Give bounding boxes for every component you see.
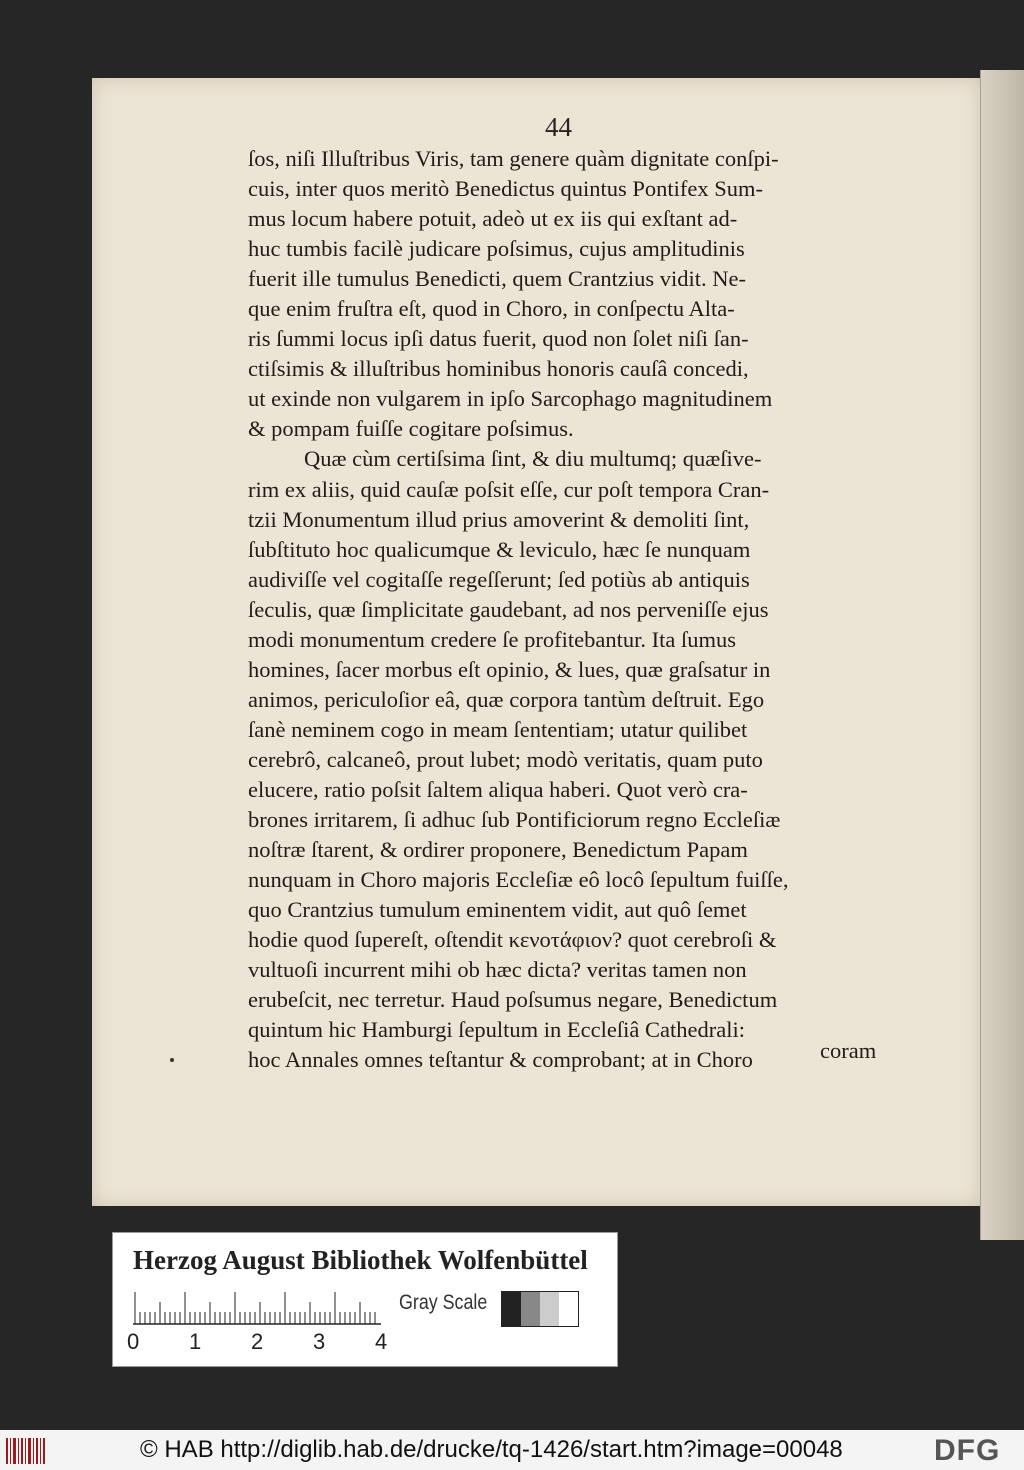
card-title: Herzog August Bibliothek Wolfenbüttel xyxy=(133,1245,588,1275)
text-line: erubeſcit, nec terretur. Haud poſsumus negare, Benedictum xyxy=(248,987,778,1013)
ruler-number: 3 xyxy=(313,1329,326,1354)
catchword: coram xyxy=(820,1038,877,1063)
text-line: cerebrô, calcaneô, prout lubet; modò veritatis, quam puto xyxy=(248,746,763,772)
text-line: modi monumentum credere ſe profitebantur. Ita ſumus xyxy=(248,626,736,652)
text-line: ris ſummi locus ipſi datus fuerit, quod non ſolet niſi ſan- xyxy=(248,326,749,352)
text-line: animos, periculoſior eâ, quæ corpora tantùm deſtruit. Ego xyxy=(248,686,765,712)
ink-dot xyxy=(170,1058,174,1062)
text-line: hodie quod ſupereſt, oſtendit κενοτάφιον? quot cerebroſi & xyxy=(248,927,777,953)
text-line: quintum hic Hamburgi ſepultum in Eccleſiâ Cathedrali: xyxy=(248,1017,745,1043)
color-card xyxy=(112,1232,618,1367)
ruler-numbers xyxy=(127,1329,397,1359)
text-line: noſtræ ſtarent, & ordirer proponere, Benedictum Papam xyxy=(248,837,748,863)
gray-patch xyxy=(502,1292,521,1326)
text-line: tzii Monumentum illud prius amoverint & demoliti ſint, xyxy=(248,506,750,532)
page-number: 44 xyxy=(545,112,572,142)
text-line: fuerit ille tumulus Benedicti, quem Crantzius vidit. Ne- xyxy=(248,266,747,292)
ruler-number: 1 xyxy=(189,1329,202,1354)
text-line: ut exinde non vulgarem in ipſo Sarcophago magnitudinem xyxy=(248,386,773,412)
text-line: mus locum habere potuit, adeò ut ex iis qui exſtant ad- xyxy=(248,206,738,232)
text-line: rim ex aliis, quid cauſæ poſsit eſſe, cur poſt tempora Cran- xyxy=(248,476,770,502)
text-line: brones irritarem, ſi adhuc ſub Pontificiorum regno Eccleſiæ xyxy=(248,807,781,833)
text-line: hoc Annales omnes teſtantur & comprobant; at in Choro xyxy=(248,1047,753,1073)
text-line: quo Crantzius tumulum eminentem vidit, aut quô ſemet xyxy=(248,897,747,923)
gray-patch xyxy=(521,1292,540,1326)
text-line: elucere, ratio poſsit ſaltem aliqua haberi. Quot verò cra- xyxy=(248,776,748,802)
text-line: vultuoſi incurrent mihi ob hæc dicta? veritas tamen non xyxy=(248,957,747,983)
gray-patch xyxy=(559,1292,578,1326)
ruler-number: 0 xyxy=(127,1329,140,1354)
text-line: nunquam in Choro majoris Eccleſiæ eô locô ſepultum fuiſſe, xyxy=(248,867,789,893)
ruler-number: 2 xyxy=(251,1329,264,1354)
ruler-scale xyxy=(133,1289,381,1325)
dfg-logo: DFG xyxy=(934,1434,1001,1467)
footer-credit-link[interactable]: © HAB http://diglib.hab.de/drucke/tq-1426/start.htm?image=00048 xyxy=(140,1436,843,1463)
footer-bar xyxy=(0,1430,1024,1470)
barcode-icon xyxy=(6,1438,46,1464)
text-line: ſeculis, quæ ſimplicitate gaudebant, ad nos perveniſſe ejus xyxy=(248,596,769,622)
text-line: Quæ cùm certiſsima ſint, & diu multumq; quæſive- xyxy=(304,446,762,472)
ruler-number: 4 xyxy=(375,1329,388,1354)
text-line: cuis, inter quos meritò Benedictus quintus Pontifex Sum- xyxy=(248,176,763,202)
page-text xyxy=(248,144,888,1075)
text-line: audiviſſe vel cogitaſſe regeſſerunt; ſed potiùs ab antiquis xyxy=(248,566,750,592)
text-line: ctiſsimis & illuſtribus hominibus honoris cauſâ concedi, xyxy=(248,356,749,382)
gray-scale-bar xyxy=(501,1291,579,1327)
text-line: ſubſtituto hoc qualicumque & leviculo, hæc ſe nunquam xyxy=(248,536,751,562)
gray-scale-label: Gray Scale xyxy=(399,1291,488,1314)
text-line: que enim fruſtra eſt, quod in Choro, in conſpectu Alta- xyxy=(248,296,735,322)
text-line: homines, ſacer morbus eſt opinio, & lues, quæ graſsatur in xyxy=(248,656,771,682)
text-line: ſos, niſi Illuſtribus Viris, tam genere quàm dignitate conſpi- xyxy=(248,146,779,171)
text-line: huc tumbis facilè judicare poſsimus, cujus amplitudinis xyxy=(248,236,745,262)
text-line: ſanè neminem cogo in meam ſententiam; utatur quilibet xyxy=(248,716,748,742)
text-line: & pompam fuiſſe cogitare poſsimus. xyxy=(248,416,574,442)
gray-patch xyxy=(540,1292,559,1326)
next-page-edge xyxy=(980,70,1024,1240)
